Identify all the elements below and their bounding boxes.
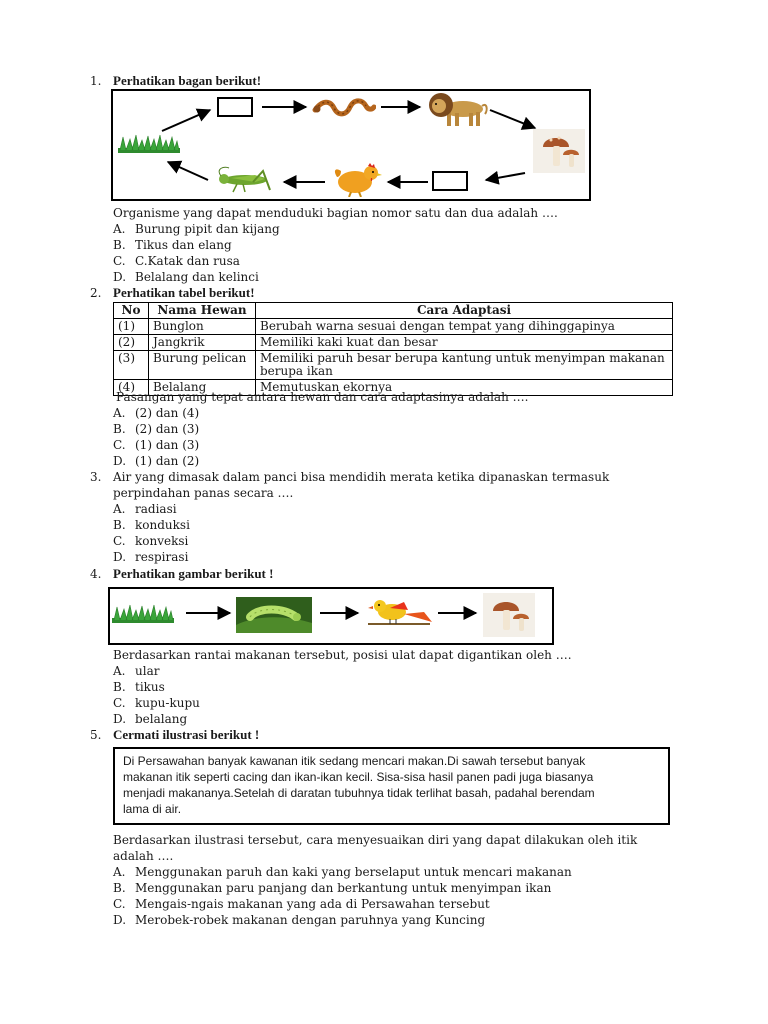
q5-option-a[interactable]: A. Menggunakan paruh dan kaki yang berselaput untuk mencari makanan	[113, 865, 572, 879]
q5-illustration-line: makanan itik seperti cacing dan ikan-ikan kecil. Sisa-sisa hasil panen padi juga biasanya	[123, 770, 594, 784]
q4-option-d[interactable]: D. belalang	[113, 712, 188, 726]
q1-title: Perhatikan bagan berikut!	[113, 73, 262, 88]
table-cell: Berubah warna sesuai dengan tempat yang dihinggapinya	[256, 319, 673, 335]
q3-option-a[interactable]: A. radiasi	[113, 502, 177, 516]
table-header-cell: No	[114, 303, 149, 319]
table-cell: (2)	[114, 335, 149, 351]
table-cell: Jangkrik	[149, 335, 256, 351]
q5-number: 5.	[90, 728, 102, 742]
q3-option-d[interactable]: D. respirasi	[113, 550, 189, 564]
q2-option-a[interactable]: A. (2) dan (4)	[113, 406, 200, 420]
table-cell: Memutuskan ekornya	[256, 380, 673, 396]
q5-option-c[interactable]: C. Mengais-ngais makanan yang ada di Persawahan tersebut	[113, 897, 490, 911]
table-cell: (1)	[114, 319, 149, 335]
q4-question: Berdasarkan rantai makanan tersebut, posisi ulat dapat digantikan oleh ….	[113, 648, 572, 662]
q2-title: Perhatikan tabel berikut!	[113, 285, 255, 300]
q5-illustration-line: menjadi makananya.Setelah di daratan tubuhnya tidak terlihat basah, padahal berendam	[123, 786, 595, 800]
q2-option-d[interactable]: D. (1) dan (2)	[113, 454, 200, 468]
q5-option-d[interactable]: D. Merobek-robek makanan dengan paruhnya yang Kuncing	[113, 913, 486, 927]
table-cell: Bunglon	[149, 319, 256, 335]
table-cell: Memiliki paruh besar berupa kantung untuk menyimpan makanan berupa ikan	[256, 351, 673, 380]
q2-question: Pasangan yang tepat antara hewan dan cara adaptasinya adalah ….	[116, 390, 529, 404]
q5-question-line1: Berdasarkan ilustrasi tersebut, cara menyesuaikan diri yang dapat dilakukan oleh itik	[113, 833, 638, 847]
q3-option-c[interactable]: C. konveksi	[113, 534, 189, 548]
q3-option-b[interactable]: B. konduksi	[113, 518, 190, 532]
q5-illustration-line: Di Persawahan banyak kawanan itik sedang mencari makan.Di sawah tersebut banyak	[123, 754, 586, 768]
q3-question-line2: perpindahan panas secara ….	[113, 486, 294, 500]
q1-option-b[interactable]: B. Tikus dan elang	[113, 238, 232, 252]
q2-option-c[interactable]: C. (1) dan (3)	[113, 438, 200, 452]
q2-option-b[interactable]: B. (2) dan (3)	[113, 422, 200, 436]
q1-question: Organisme yang dapat menduduki bagian nomor satu dan dua adalah ….	[113, 206, 558, 220]
q5-option-b[interactable]: B. Menggunakan paru panjang dan berkantung untuk menyimpan ikan	[113, 881, 552, 895]
q4-title: Perhatikan gambar berikut !	[113, 566, 274, 581]
q1-option-c[interactable]: C. C.Katak dan rusa	[113, 254, 240, 268]
q3-question-line1: Air yang dimasak dalam panci bisa mendidih merata ketika dipanaskan termasuk	[113, 470, 610, 484]
q5-title: Cermati ilustrasi berikut !	[113, 727, 260, 742]
q2-number: 2.	[90, 286, 102, 300]
q5-question-line2: adalah ….	[113, 849, 174, 863]
table-header-cell: Cara Adaptasi	[256, 303, 673, 319]
table-cell: (4)	[114, 380, 149, 396]
q4-option-c[interactable]: C. kupu-kupu	[113, 696, 200, 710]
q5-illustration-line: lama di air.	[123, 802, 182, 816]
q1-number: 1.	[90, 74, 102, 88]
table-cell: Burung pelican	[149, 351, 256, 380]
q4-number: 4.	[90, 567, 102, 581]
q1-option-d[interactable]: D. Belalang dan kelinci	[113, 270, 259, 284]
table-cell: Memiliki kaki kuat dan besar	[256, 335, 673, 351]
table-cell: Belalang	[149, 380, 256, 396]
table-header-cell: Nama Hewan	[149, 303, 256, 319]
q5-illustration-box	[113, 747, 670, 825]
q3-number: 3.	[90, 470, 102, 484]
q1-option-a[interactable]: A. Burung pipit dan kijang	[113, 222, 280, 236]
q4-option-b[interactable]: B. tikus	[113, 680, 165, 694]
table-cell: (3)	[114, 351, 149, 380]
q4-option-a[interactable]: A. ular	[113, 664, 160, 678]
